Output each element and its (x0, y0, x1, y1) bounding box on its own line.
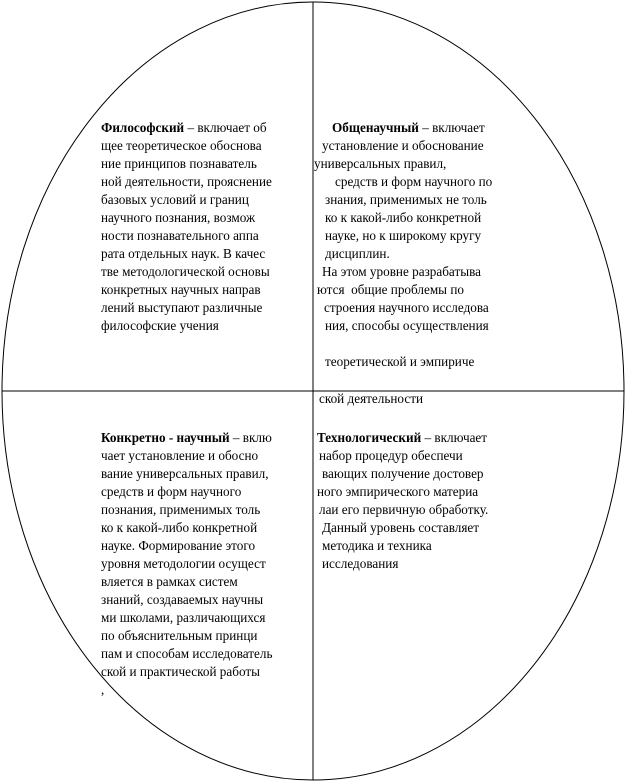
concrete-scientific-term: Конкретно - научный (101, 430, 230, 445)
philosophical-line-8: рата отдельных наук. В качес (101, 246, 266, 261)
technological-line-6: Данный уровень составляет (322, 520, 480, 535)
general-line-5: знания, применимых не толь (325, 192, 487, 207)
technological-line-2: набор процедур обеспечи (319, 448, 463, 463)
philosophical-term: Философский (101, 120, 185, 135)
concrete-line-8: уровня методологии осущест (101, 556, 266, 571)
philosophical-line-1: Философский – включает об (101, 120, 267, 135)
concrete-line-10: знаний, создаваемых научны (101, 592, 264, 607)
philosophical-line-5: базовых условий и границ (101, 192, 249, 207)
technological-line-3: вающих получение достовер (322, 466, 484, 481)
concrete-line-2: чает установление и обосно (101, 448, 259, 463)
general-line-4: средств и форм научного по (335, 174, 493, 189)
philosophical-line-2: щее теоретическое обоснова (101, 138, 262, 153)
concrete-line-4: средств и форм научного (101, 484, 242, 499)
technological-line-5: лаи его первичную обработку. (319, 502, 489, 517)
concrete-line-3: вание универсальных правил, (101, 466, 269, 481)
philosophical-line-12: философские учения (101, 318, 219, 333)
concrete-line-7: науке. Формирование этого (101, 538, 256, 553)
philosophical-line-9: тве методологической основы (101, 264, 270, 279)
philosophical-line-6: научного познания, возмож (101, 210, 256, 225)
general-line-3: универсальных правил, (314, 156, 447, 171)
general-line-11: строения научного исследова (324, 300, 489, 315)
general-line-1: Общенаучный – включает (332, 120, 485, 135)
concrete-line-15: , (101, 682, 105, 697)
general-line-12: ния, способы осуществления (325, 318, 489, 333)
technological-line-1: Технологический – включает (317, 430, 488, 445)
concrete-line-13: пам и способам исследователь (101, 646, 273, 661)
general-line-13: теоретической и эмпириче (325, 354, 475, 369)
concrete-line-5: познания, применимых толь (101, 502, 261, 517)
general-line-14: ской деятельности (319, 391, 424, 406)
general-line-8: дисциплин. (325, 246, 390, 261)
general-line-2: установление и обоснование (322, 138, 484, 153)
philosophical-line-7: ности познавательного аппа (101, 228, 259, 243)
philosophical-line-10: конкретных научных направ (101, 282, 261, 297)
philosophical-line-3: ние принципов познаватель (101, 156, 257, 171)
general-line-10: ются общие проблемы по (317, 282, 464, 297)
general-scientific-term: Общенаучный (332, 120, 419, 135)
technological-line-8: исследования (322, 556, 399, 571)
concrete-line-14: ской и практической работы (101, 664, 261, 679)
concrete-line-9: вляется в рамках систем (101, 574, 238, 589)
technological-term: Технологический (317, 430, 422, 445)
philosophical-line-11: лений выступают различные (101, 300, 263, 315)
concrete-line-12: по объяснительным принци (101, 628, 258, 643)
concrete-line-11: ми школами, различающихся (101, 610, 266, 625)
technological-line-4: ного эмпирического материа (317, 484, 479, 499)
concrete-line-6: ко к какой-либо конкретной (101, 520, 258, 535)
technological-line-7: методика и техника (322, 538, 432, 553)
philosophical-line-4: ной деятельности, прояснение (101, 174, 272, 189)
general-line-7: науке, но к широкому кругу (325, 228, 482, 243)
general-line-6: ко к какой-либо конкретной (325, 210, 482, 225)
general-line-9: На этом уровне разрабатыва (322, 264, 481, 279)
concrete-line-1: Конкретно - научный – вклю (101, 430, 272, 445)
